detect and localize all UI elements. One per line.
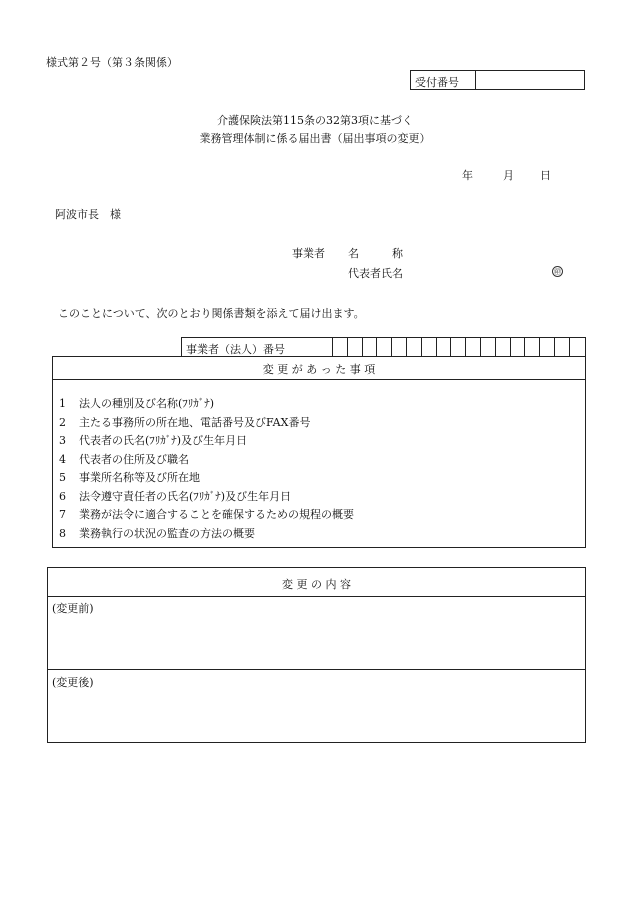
title-line-2: 業務管理体制に係る届出書（届出事項の変更） [199, 132, 431, 145]
changed-item-number: 8 [59, 526, 66, 540]
changed-item [59, 469, 200, 485]
changed-items-box [52, 356, 586, 548]
changed-item [59, 506, 354, 522]
changed-item-number: 4 [59, 452, 66, 466]
changed-item-number: 6 [59, 489, 66, 503]
business-number-digit-cell[interactable] [391, 338, 406, 356]
business-number-digit-cell[interactable] [539, 338, 554, 356]
changed-item-text: 業務執行の状況の監査の方法の概要 [79, 526, 255, 540]
business-label: 事業者 [292, 247, 325, 260]
business-number-digit-cell[interactable] [362, 338, 377, 356]
changed-item-text: 代表者の住所及び職名 [79, 452, 189, 466]
changed-item-text: 代表者の氏名(ﾌﾘｶﾞﾅ)及び生年月日 [79, 434, 248, 447]
changed-item-number: 7 [59, 508, 66, 521]
changed-item-number: 3 [59, 434, 66, 447]
before-content-field[interactable] [48, 597, 585, 669]
change-content-box [47, 567, 586, 743]
before-label: (変更前) [52, 602, 94, 615]
change-content-header: 変 更 の 内 容 [282, 578, 351, 591]
after-content-field[interactable] [48, 670, 585, 742]
business-number-digit-cell[interactable] [436, 338, 451, 356]
changed-items-header-divider [53, 379, 585, 380]
addressee: 阿波市長 様 [55, 208, 121, 221]
business-number-digit-cell[interactable] [406, 338, 421, 356]
business-number-digit-cell[interactable] [450, 338, 465, 356]
name-label: 名 称 [348, 247, 403, 260]
changed-item [59, 395, 214, 411]
changed-item-number: 2 [59, 415, 66, 429]
business-number-box [181, 337, 586, 357]
business-number-digit-cell[interactable] [524, 338, 539, 356]
after-label: (変更後) [52, 676, 94, 689]
receipt-number-label: 受付番号 [415, 76, 459, 89]
business-number-digit-cell[interactable] [569, 338, 584, 356]
intro-text: このことについて、次のとおり関係書類を添えて届け出ます。 [58, 307, 365, 320]
business-number-digit-cell[interactable] [554, 338, 569, 356]
changed-item-text: 主たる事務所の所在地、電話番号及びFAX番号 [79, 415, 311, 429]
changed-item [59, 414, 310, 430]
receipt-number-field[interactable] [476, 71, 584, 89]
representative-label: 代表者氏名 [348, 267, 403, 280]
title-line-1: 介護保険法第115条の32第3項に基づく [217, 114, 413, 127]
changed-item-text: 事業所名称等及び所在地 [79, 471, 200, 484]
date-day-label: 日 [540, 169, 551, 182]
business-number-digit-cell[interactable] [510, 338, 525, 356]
business-number-digit-cell[interactable] [421, 338, 436, 356]
changed-item-number: 1 [59, 397, 66, 410]
business-number-digit-cell[interactable] [376, 338, 391, 356]
date-month-label: 月 [503, 169, 514, 182]
receipt-number-box [410, 70, 585, 90]
business-number-label: 事業者（法人）番号 [186, 343, 285, 356]
changed-item [59, 432, 247, 448]
changed-items-header: 変 更 が あ っ た 事 項 [262, 363, 376, 376]
business-number-digit-cell[interactable] [495, 338, 510, 356]
business-number-digit-cell[interactable] [480, 338, 495, 356]
changed-item [59, 525, 255, 541]
date-year-label: 年 [462, 169, 473, 182]
changed-item [59, 451, 189, 467]
seal-icon: ㊞ [554, 268, 561, 276]
business-number-digit-cell[interactable] [465, 338, 480, 356]
changed-item-text: 法人の種別及び名称(ﾌﾘｶﾞﾅ) [79, 397, 215, 410]
business-number-digit-cell[interactable] [347, 338, 362, 356]
changed-item-text: 法令遵守責任者の氏名(ﾌﾘｶﾞﾅ)及び生年月日 [79, 489, 292, 503]
changed-item [59, 488, 291, 504]
business-number-digit-cell[interactable] [332, 338, 347, 356]
changed-item-number: 5 [59, 471, 66, 484]
form-number: 様式第２号（第３条関係） [46, 56, 178, 69]
changed-item-text: 業務が法令に適合することを確保するための規程の概要 [79, 508, 354, 521]
